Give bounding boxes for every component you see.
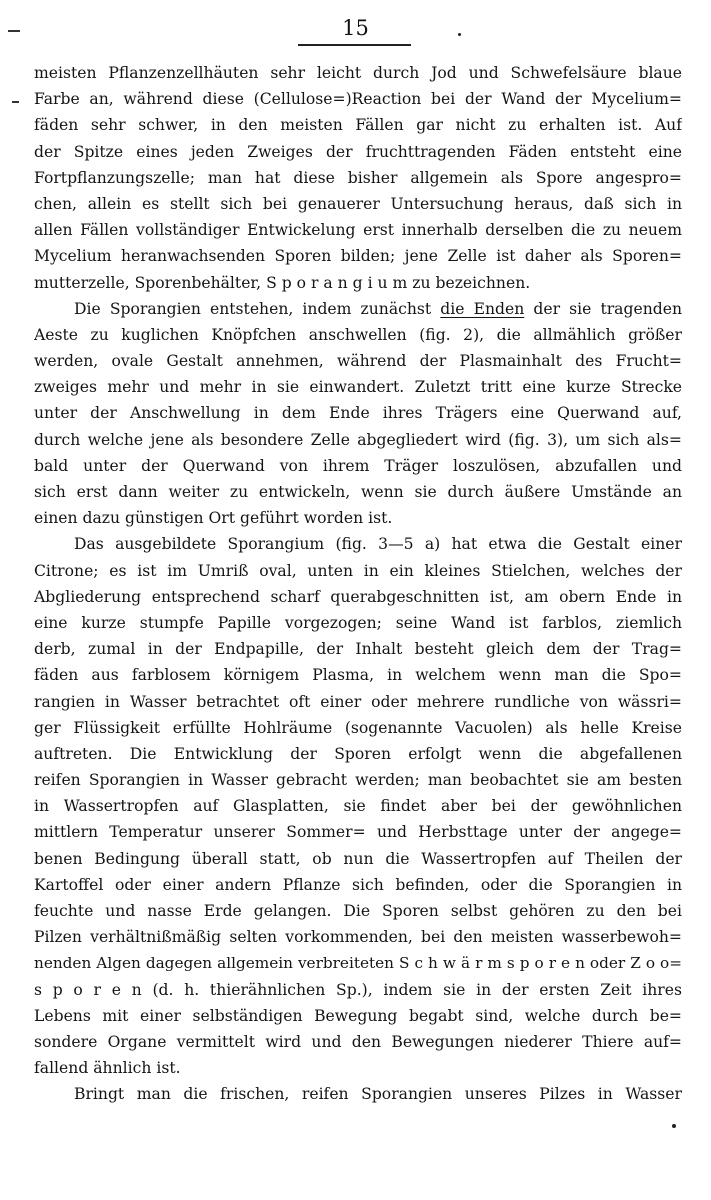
paragraph-1 xyxy=(34,60,682,296)
paragraph-2 xyxy=(34,296,682,532)
text-line: reifen Sporangien in Wasser gebracht werden; man beobachtet sie am besten xyxy=(34,771,682,790)
text-line: fäden sehr schwer, in den meisten Fällen gar nicht zu erhalten ist. Auf xyxy=(34,116,682,135)
text-line: fallend ähnlich ist. xyxy=(34,1059,181,1078)
text-line: bald unter der Querwand von ihrem Träger loszulösen, abzufallen und xyxy=(34,456,682,475)
text-line: auftreten. Die Entwicklung der Sporen erfolgt wenn die abgefallenen xyxy=(34,744,682,763)
text-line: Lebens mit einer selbständigen Bewegung begabt sind, welche durch be= xyxy=(34,1006,682,1025)
text-line: zweiges mehr und mehr in sie einwandert. Zuletzt tritt eine kurze Strecke xyxy=(34,378,682,397)
text-line: s p o r e n (d. h. thierähnlichen Sp.), indem sie in der ersten Zeit ihres xyxy=(34,980,682,999)
page-number: 15 xyxy=(342,16,369,40)
text-line: Abgliederung entsprechend scharf querabgeschnitten ist, am obern Ende in xyxy=(34,587,682,606)
text-line: Aeste zu kuglichen Knöpfchen anschwellen (fig. 2), die allmählich größer xyxy=(34,325,682,344)
text-segment: Die Sporangien entstehen, indem zunächst xyxy=(74,299,441,318)
text-line: rangien in Wasser betrachtet oft einer oder mehrere rundliche von wässri= xyxy=(34,692,682,711)
text-line: durch welche jene als besondere Zelle abgegliedert wird (fig. 3), um sich als= xyxy=(34,430,682,449)
paragraph-3 xyxy=(34,531,682,1081)
margin-mark-top-left xyxy=(8,30,20,32)
text-line: eine kurze stumpfe Papille vorgezogen; seine Wand ist farblos, ziemlich xyxy=(34,613,682,632)
text-line: Mycelium heranwachsenden Sporen bilden; jene Zelle ist daher als Sporen= xyxy=(34,247,682,266)
underlined-phrase: die Enden xyxy=(440,299,525,318)
text-line: Fortpflanzungszelle; man hat diese bisher allgemein als Spore angespro= xyxy=(34,168,682,187)
text-line: werden, ovale Gestalt annehmen, während der Plasmainhalt des Frucht= xyxy=(34,352,682,371)
body-text xyxy=(34,60,682,1108)
text-line: feuchte und nasse Erde gelangen. Die Sporen selbst gehören zu den bei xyxy=(34,902,682,920)
text-line: einen dazu günstigen Ort geführt worden ist. xyxy=(34,509,393,528)
text-line: nenden Algen dagegen allgemein verbreiteten S c h w ä r m s p o r e n oder Z o o= xyxy=(34,954,682,973)
text-segment: der sie tragenden xyxy=(524,299,682,318)
text-line: mutterzelle, Sporenbehälter, S p o r a n g i u m zu bezeichnen. xyxy=(34,273,531,292)
text-line: unter der Anschwellung in dem Ende ihres Trägers eine Querwand auf, xyxy=(34,404,682,423)
margin-mark-left xyxy=(12,101,19,103)
text-line: der Spitze eines jeden Zweiges der fruchttragenden Fäden entsteht eine xyxy=(34,142,682,161)
header-rule xyxy=(298,44,411,46)
text-line: sondere Organe vermittelt wird und den Bewegungen niederer Thiere auf= xyxy=(34,1032,682,1051)
text-line: chen, allein es stellt sich bei genauerer Untersuchung heraus, daß sich in xyxy=(34,194,682,213)
paragraph-4 xyxy=(34,1081,682,1107)
text-line: derb, zumal in der Endpapille, der Inhalt besteht gleich dem der Trag= xyxy=(34,640,682,659)
text-line-first xyxy=(34,296,682,322)
margin-dot-top xyxy=(458,33,461,36)
text-line: Das ausgebildete Sporangium (fig. 3—5 a) hat etwa die Gestalt einer xyxy=(74,535,682,554)
text-line: Bringt man die frischen, reifen Sporangien unseres Pilzes in Wasser xyxy=(74,1085,682,1104)
text-line: allen Fällen vollständiger Entwickelung erst innerhalb derselben die zu neuem xyxy=(34,221,682,240)
margin-dot-bottom xyxy=(672,1124,676,1128)
text-line: fäden aus farblosem körnigem Plasma, in welchem wenn man die Spo= xyxy=(34,666,682,685)
text-line: ger Flüssigkeit erfüllte Hohlräume (sogenannte Vacuolen) als helle Kreise xyxy=(34,718,682,737)
text-line: benen Bedingung überall statt, ob nun die Wassertropfen auf Theilen der xyxy=(34,849,682,868)
text-line: Pilzen verhältnißmäßig selten vorkommenden, bei den meisten wasserbewoh= xyxy=(34,928,682,947)
text-line: in Wassertropfen auf Glasplatten, sie findet aber bei der gewöhnlichen xyxy=(34,797,682,816)
text-line: Farbe an, während diese (Cellulose=)Reaction bei der Wand der Mycelium= xyxy=(34,90,682,109)
text-line: Citrone; es ist im Umriß oval, unten in ein kleines Stielchen, welches der xyxy=(34,561,682,580)
text-line: meisten Pflanzenzellhäuten sehr leicht durch Jod und Schwefelsäure blaue xyxy=(34,64,682,82)
text-line: Kartoffel oder einer andern Pflanze sich befinden, oder die Sporangien in xyxy=(34,875,682,894)
text-line: sich erst dann weiter zu entwickeln, wenn sie durch äußere Umstände an xyxy=(34,483,682,501)
text-line: mittlern Temperatur unserer Sommer= und Herbsttage unter der angege= xyxy=(34,823,682,842)
